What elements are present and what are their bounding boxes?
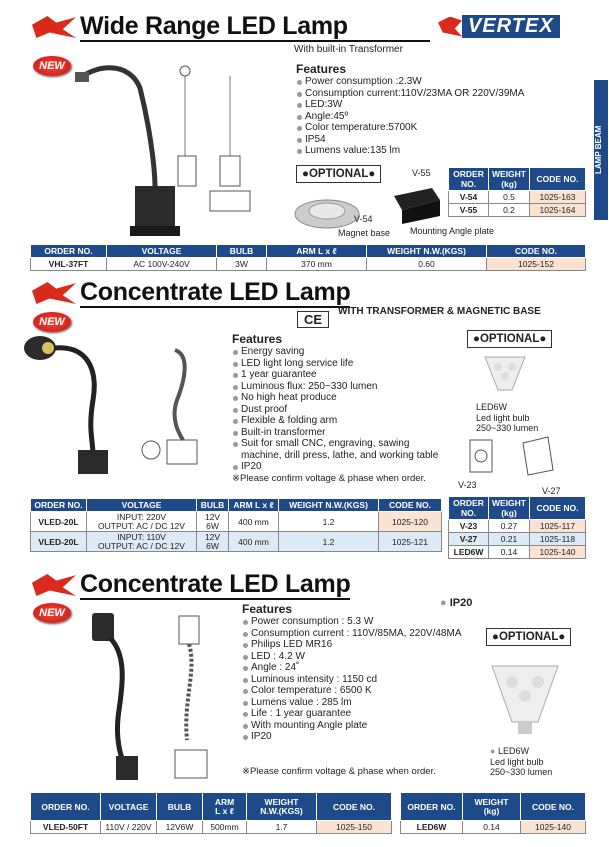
feature-item: 1 year guarantee <box>232 369 447 381</box>
optional-table-3 <box>400 792 586 834</box>
col-header <box>463 793 521 821</box>
lamp3-image <box>80 608 170 788</box>
table-row <box>401 821 586 834</box>
cell: 1025-117 <box>530 520 586 533</box>
ip-value: IP20 <box>449 597 473 609</box>
cell: 370 mm <box>267 258 367 271</box>
cell: V-27 <box>449 533 489 546</box>
col-header: ARM L x ℓ <box>267 245 367 258</box>
cell: 0.2 <box>489 204 530 217</box>
features-list <box>232 346 447 473</box>
cell: V-23 <box>449 520 489 533</box>
bulb-v: 12V <box>204 532 221 542</box>
cell: 1025-120 <box>379 512 442 532</box>
col-header: CODE NO. <box>521 793 586 821</box>
col-header: WEIGHT N.W.(KGS) <box>279 499 379 512</box>
feature-item: Power consumption : 5.3 W <box>242 616 461 628</box>
bulb-desc-1: Led light bulb <box>490 756 544 767</box>
bulb-label: LED6W <box>476 402 508 412</box>
section2-title: Concentrate LED Lamp <box>80 278 351 306</box>
brand-logo <box>438 15 560 38</box>
cell <box>87 512 197 532</box>
section3-title: Concentrate LED Lamp <box>80 570 351 598</box>
col-header: CODE NO. <box>487 245 586 258</box>
optional-table-1 <box>448 167 586 217</box>
v23-label: V-23 <box>458 480 477 490</box>
col-header: ARM L x ℓ <box>229 499 279 512</box>
feature-item: IP20 <box>242 731 461 743</box>
title-rule <box>80 598 350 600</box>
feature-item: Life : 1 year guarantee <box>242 708 461 720</box>
feature-item: Consumption current:110V/23MA OR 220V/39MA <box>296 88 524 100</box>
bulb-w: 6W <box>206 520 219 531</box>
ce-mark: CE <box>297 311 329 328</box>
cell: 1025-152 <box>487 258 586 271</box>
feature-item: Suit for small CNC, engraving, sawing machine, drill press, lathe, and working table <box>232 438 447 461</box>
lamp3-drawing <box>165 610 235 785</box>
lamp2-image <box>18 330 138 480</box>
magnet-base-image <box>292 192 362 232</box>
optional-label: ●OPTIONAL● <box>296 165 381 183</box>
col-header: BULB <box>197 499 229 512</box>
cell: 1.7 <box>247 821 317 834</box>
weight-unit: (kg) <box>483 805 500 816</box>
col-header: WEIGHT (kg) <box>489 497 530 520</box>
cell: 0.27 <box>489 520 530 533</box>
features-heading: Features <box>242 602 293 616</box>
main-table-1 <box>30 244 586 271</box>
section3-features <box>242 602 461 743</box>
feature-item: Lumens value : 285 lm <box>242 697 461 709</box>
table-row <box>31 821 392 834</box>
arm-label: ARM <box>214 796 235 807</box>
optional-label: ●OPTIONAL● <box>486 628 571 646</box>
title-rule <box>80 40 430 42</box>
voltage-output: OUTPUT: AC / DC 12V <box>98 540 185 551</box>
feature-item: Angle : 24˚ <box>242 662 461 674</box>
bulb-desc <box>490 746 552 778</box>
title-rule <box>80 306 350 308</box>
v55-label: V-55 <box>412 168 431 178</box>
section2-features <box>232 332 447 484</box>
feature-item: Philips LED MR16 <box>242 639 461 651</box>
lamp1-image <box>60 58 180 238</box>
table-row <box>449 546 586 559</box>
features-heading: Features <box>296 62 347 76</box>
cell: 1025-121 <box>379 532 442 552</box>
features-list <box>242 616 461 743</box>
cell: 1025-118 <box>530 533 586 546</box>
cell: 0.21 <box>489 533 530 546</box>
cell: 0.14 <box>463 821 521 834</box>
cell: 400 mm <box>229 532 279 552</box>
weight-label: WEIGHT <box>474 796 509 807</box>
optional-table-2 <box>448 496 586 559</box>
feature-item: Flexible & folding arm <box>232 415 447 427</box>
cell: 1025-150 <box>317 821 392 834</box>
led-bulb-image <box>480 352 530 398</box>
cell: AC 100V-240V <box>107 258 217 271</box>
lamp1-drawing <box>170 56 290 216</box>
feature-item: LED : 4.2 W <box>242 651 461 663</box>
cell: 1025-140 <box>521 821 586 834</box>
feature-item: Lumens value:135 lm <box>296 145 524 157</box>
cell: 110V / 220V <box>101 821 157 834</box>
cell: VLED-20L <box>31 512 87 532</box>
mount-caption: Mounting Angle plate <box>410 226 495 236</box>
eagle-logo-icon <box>32 574 76 596</box>
table-row <box>449 520 586 533</box>
col-header: ORDER NO. <box>31 499 87 512</box>
note: ※Please confirm voltage & phase when order. <box>242 766 436 777</box>
col-header: ORDER NO. <box>401 793 463 821</box>
cell: 1025-163 <box>530 191 586 204</box>
feature-item: IP20 <box>232 461 447 473</box>
table-row <box>449 204 586 217</box>
cell: 1.2 <box>279 532 379 552</box>
feature-item: Dust proof <box>232 404 447 416</box>
bulb-desc <box>476 402 538 434</box>
features-list <box>296 76 524 157</box>
brand-name: VERTEX <box>462 15 560 38</box>
col-header: BULB <box>217 245 267 258</box>
feature-item: No high heat produce <box>232 392 447 404</box>
cell: 1025-164 <box>530 204 586 217</box>
brand-eagle-icon <box>438 17 462 37</box>
arm-dim: L x ℓ <box>215 805 234 816</box>
col-header: WEIGHT (kg) <box>489 168 530 191</box>
col-header: CODE NO. <box>530 168 586 191</box>
bulb-desc-2: 250~330 lumen <box>490 767 553 777</box>
main-table-2 <box>30 498 442 552</box>
col-header: CODE NO. <box>317 793 392 821</box>
feature-item: Color temperature : 6500 K <box>242 685 461 697</box>
col-header: VOLTAGE <box>87 499 197 512</box>
feature-item: Built-in transformer <box>232 427 447 439</box>
bulb-label-text: LED6W <box>497 746 529 756</box>
magnet-caption: Magnet base <box>338 228 391 238</box>
main-table-3 <box>30 792 392 834</box>
feature-item: With mounting Angle plate <box>242 720 461 732</box>
cell: V-54 <box>449 191 489 204</box>
col-header: ORDER NO. <box>449 497 489 520</box>
section1-features <box>296 62 524 157</box>
feature-item: LED light long service life <box>232 358 447 370</box>
cell: 0.14 <box>489 546 530 559</box>
feature-item: Color temperature:5700K <box>296 122 524 134</box>
feature-item: Power consumption :2.3W <box>296 76 524 88</box>
col-header: VOLTAGE <box>107 245 217 258</box>
col-header: ORDER NO. <box>31 245 107 258</box>
cell <box>197 532 229 552</box>
cell: V-55 <box>449 204 489 217</box>
cell <box>87 532 197 552</box>
table-row <box>31 532 442 552</box>
feature-item: Consumption current : 110V/85MA, 220V/48MA <box>242 628 461 640</box>
feature-item: LED:3W <box>296 99 524 111</box>
col-header: WEIGHT N.W.(KGS) <box>367 245 487 258</box>
col-header: CODE NO. <box>530 497 586 520</box>
cell: 1.2 <box>279 512 379 532</box>
cell: 1025-140 <box>530 546 586 559</box>
col-header: BULB <box>157 793 203 821</box>
note: ※Please confirm voltage & phase when order. <box>232 472 426 484</box>
cell: LED6W <box>449 546 489 559</box>
cell: VHL-37FT <box>31 258 107 271</box>
cell: VLED-50FT <box>31 821 101 834</box>
feature-item: IP54 <box>296 134 524 146</box>
feature-item: Luminous intensity : 1150 cd <box>242 674 461 686</box>
feature-item: Angle:45º <box>296 111 524 123</box>
new-badge: NEW <box>33 603 71 623</box>
table-row <box>449 533 586 546</box>
col-header: CODE NO. <box>379 499 442 512</box>
col-header: ORDER NO. <box>449 168 489 191</box>
cell: 500mm <box>203 821 247 834</box>
optional-label: ●OPTIONAL● <box>467 330 552 348</box>
v23-v27-drawing <box>458 435 558 485</box>
eagle-logo-icon <box>32 16 76 38</box>
voltage-input: INPUT: 220V <box>116 512 167 522</box>
cell: 12V6W <box>157 821 203 834</box>
new-badge: NEW <box>33 312 71 332</box>
lamp2-drawing <box>135 340 235 470</box>
v54-label: V-54 <box>354 214 373 224</box>
table-row <box>449 191 586 204</box>
bulb-v: 12V <box>204 512 221 522</box>
voltage-output: OUTPUT: AC / DC 12V <box>98 520 185 531</box>
table-row <box>31 258 586 271</box>
section1-title: Wide Range LED Lamp <box>80 12 348 40</box>
ip-rating: ● IP20 <box>440 597 473 609</box>
weight-label: WEIGHT <box>264 796 299 807</box>
cell: 400 mm <box>229 512 279 532</box>
bulb-desc-2: 250~330 lumen <box>476 423 539 433</box>
features-heading: Features <box>232 332 283 346</box>
section2-tagline: WITH TRANSFORMER & MAGNETIC BASE <box>338 306 541 317</box>
cell <box>197 512 229 532</box>
side-tab: LAMP BEAM <box>594 80 608 220</box>
mount-plate-image <box>392 186 442 226</box>
bulb-w: 6W <box>206 540 219 551</box>
new-badge: NEW <box>33 56 71 76</box>
cell: 0.60 <box>367 258 487 271</box>
v27-label: V-27 <box>542 486 561 496</box>
feature-item: Energy saving <box>232 346 447 358</box>
col-header <box>247 793 317 821</box>
cell: VLED-20L <box>31 532 87 552</box>
table-row <box>31 512 442 532</box>
cell: LED6W <box>401 821 463 834</box>
feature-item: Luminous flux: 250~330 lumen <box>232 381 447 393</box>
bulb-desc-1: Led light bulb <box>476 412 530 423</box>
col-header: ORDER NO. <box>31 793 101 821</box>
led-bulb-image <box>488 660 562 740</box>
bulb-label: ● LED6W <box>490 746 529 756</box>
section1-subtitle: With built-in Transformer <box>294 44 403 55</box>
eagle-logo-icon <box>32 282 76 304</box>
voltage-input: INPUT: 110V <box>117 532 166 542</box>
weight-unit: N.W.(KGS) <box>260 805 303 816</box>
cell: 0.5 <box>489 191 530 204</box>
col-header <box>203 793 247 821</box>
cell: 3W <box>217 258 267 271</box>
col-header: VOLTAGE <box>101 793 157 821</box>
